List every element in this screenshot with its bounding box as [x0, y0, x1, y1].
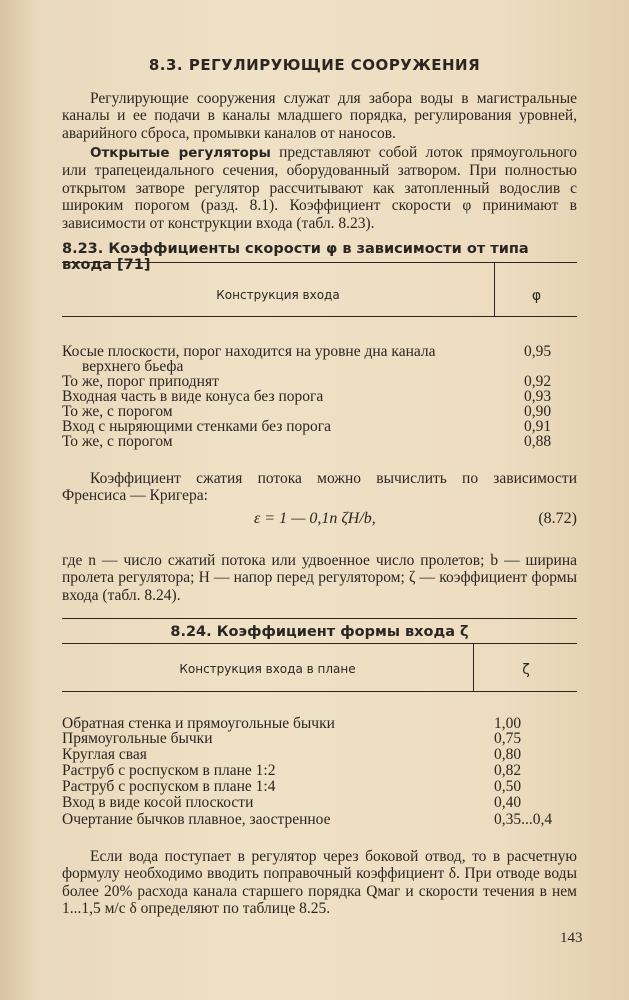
table-8-24-top-rule — [62, 643, 577, 644]
table-row — [62, 731, 577, 747]
row-label: Входная часть в виде конуса без порога — [62, 388, 324, 405]
row-label: Вход с ныряющими стенками без порога — [62, 418, 332, 435]
row-label: верхнего бьефа — [82, 358, 184, 375]
row-value: 0,92 — [524, 373, 552, 390]
table-8-24-header-rule — [62, 691, 577, 692]
row-label: Раструб с роспуском в плане 1:2 — [62, 762, 276, 779]
row-value: 0,93 — [524, 388, 552, 405]
paragraph-open-regulators-text: представляют собой лоток прямоугольного или трапецеидального сечения, оборудованный затвором. При полностью открытом затворе регулятор рассчитывают как затопленный водослив с широким порогом (разд. 8.1). Коэффициент скорости φ принимают в зависимости от конструкции входа (табл. 8.23). — [62, 144, 577, 232]
table-8-23-header-construction: Конструкция входа — [216, 288, 340, 302]
paragraph-open-regulators — [62, 144, 577, 232]
row-label: Косые плоскости, порог находится на уровне дна канала — [62, 343, 436, 360]
paragraph-intro — [62, 90, 577, 142]
row-label: То же, порог приподнят — [62, 373, 219, 390]
row-label: Вход в виде косой плоскости — [62, 794, 254, 811]
term-open-regulators: Открытые регуляторы — [90, 145, 271, 161]
paragraph-where-text: где n — число сжатий потока или удвоенное число пролетов; b — ширина пролета регулятора; H — напор перед регулятором; ζ — коэффициент формы входа (табл. 8.24). — [62, 552, 577, 604]
row-value: 0,40 — [494, 794, 522, 811]
row-label: Обратная стенка и прямоугольные бычки — [62, 715, 335, 732]
table-row — [62, 812, 577, 828]
table-row — [62, 779, 577, 795]
row-value: 0,35...0,4 — [494, 811, 553, 828]
page-number: 143 — [560, 930, 583, 946]
paragraph-contraction-text: Коэффициент сжатия потока можно вычислить по зависимости Френсиса — Кригера: — [62, 470, 577, 505]
table-8-24-header-zeta: ζ — [522, 662, 530, 678]
paragraph-where — [62, 552, 577, 604]
table-row — [62, 763, 577, 779]
row-value: 0,88 — [524, 433, 552, 450]
row-label: То же, с порогом — [62, 433, 173, 450]
row-value: 0,91 — [524, 418, 552, 435]
row-value: 0,82 — [494, 762, 522, 779]
formula-expression: ε = 1 — 0,1n ζH/b, — [254, 510, 376, 527]
row-value: 1,00 — [494, 715, 522, 732]
section-title: 8.3. РЕГУЛИРУЮЩИЕ СООРУЖЕНИЯ — [148, 56, 481, 74]
row-value: 0,90 — [524, 403, 552, 420]
table-row — [62, 434, 577, 450]
table-8-23-top-rule — [62, 262, 577, 263]
table-row — [62, 747, 577, 763]
row-value: 0,50 — [494, 778, 522, 795]
paragraph-side-branch — [62, 848, 577, 918]
row-label: Раструб с роспуском в плане 1:4 — [62, 778, 276, 795]
paragraph-side-branch-text: Если вода поступает в регулятор через боковой отвод, то в расчетную формулу необходимо вводить поправочный коэффициент δ. При отводе воды более 20% расхода канала старшего порядка Qмаг и скорости течения в нем 1...1,5 м/с δ определяют по таблице 8.25. — [62, 848, 577, 918]
table-8-24-upper-rule — [62, 618, 577, 619]
table-8-23-title: 8.23. Коэффициенты скорости φ в зависимости от типа входа [71] — [62, 241, 529, 273]
table-8-23-column-divider — [494, 262, 495, 316]
formula-number: (8.72) — [538, 510, 577, 527]
table-8-24-header-construction: Конструкция входа в плане — [179, 662, 356, 676]
row-value: 0,80 — [494, 746, 522, 763]
row-label: Круглая свая — [62, 746, 147, 763]
row-label: То же, с порогом — [62, 403, 173, 420]
table-8-24-column-divider — [473, 643, 474, 691]
table-8-23-header-rule — [62, 316, 577, 317]
table-row — [62, 795, 577, 811]
paragraph-intro-text: Регулирующие сооружения служат для забора воды в магистральные каналы и ее подачи в каналы младшего порядка, регулирования уровней, аварийного сброса, промывки каналов от наносов. — [62, 90, 577, 142]
row-label: Прямоугольные бычки — [62, 730, 213, 747]
row-label: Очертание бычков плавное, заостренное — [62, 811, 331, 828]
row-value: 0,75 — [494, 730, 522, 747]
paragraph-contraction — [62, 470, 577, 505]
table-8-24-title: 8.24. Коэффициент формы входа ζ — [170, 624, 469, 640]
row-value: 0,95 — [524, 343, 552, 360]
table-8-23-header-phi: φ — [531, 288, 542, 304]
